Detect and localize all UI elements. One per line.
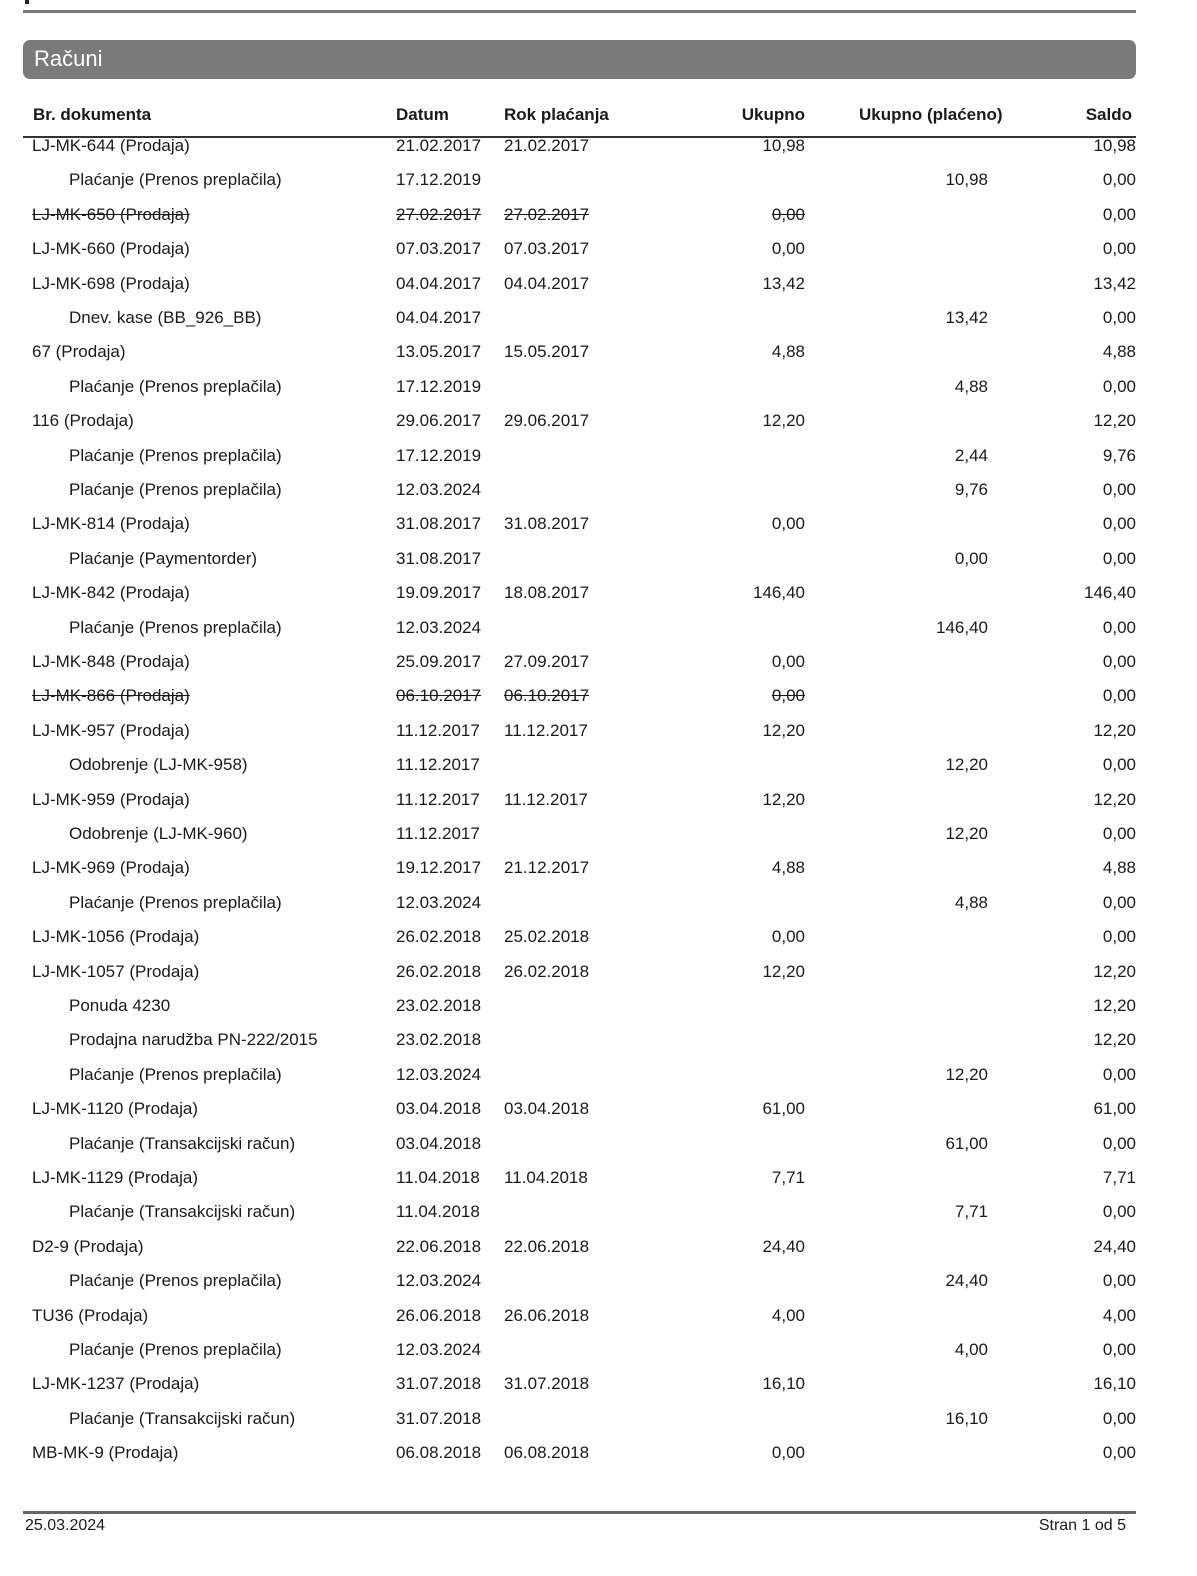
cell-date: 11.12.2017 [396,755,480,774]
cell-date: 31.08.2017 [396,549,482,568]
cell-document: 116 (Prodaja) [32,411,134,430]
footer-rule [23,1511,1136,1514]
cell-date: 25.09.2017 [396,652,482,671]
cell-document: Plaćanje (Transakcijski račun) [69,1409,296,1428]
cell-date: 03.04.2018 [396,1134,482,1153]
cell-total: 0,00 [771,686,805,705]
cell-document: D2-9 (Prodaja) [32,1237,144,1256]
cell-due-date: 11.12.2017 [504,721,588,740]
cell-date: 19.09.2017 [396,583,482,602]
cell-total: 0,00 [771,652,805,671]
cell-date: 12.03.2024 [396,1340,482,1359]
cell-total: 24,40 [762,1237,805,1256]
cell-paid: 0,00 [954,549,988,568]
cell-document: LJ-MK-957 (Prodaja) [32,721,190,740]
cell-due-date: 27.09.2017 [504,652,590,671]
cell-balance: 0,00 [1102,824,1136,843]
cell-document: Plaćanje (Prenos preplačila) [69,618,282,637]
cell-balance: 0,00 [1102,893,1136,912]
cell-date: 17.12.2019 [396,377,482,396]
cell-due-date: 29.06.2017 [504,411,590,430]
cell-due-date: 06.10.2017 [504,686,590,705]
cell-total: 16,10 [762,1374,805,1393]
cell-due-date: 15.05.2017 [504,342,590,361]
cell-balance: 0,00 [1102,927,1136,946]
cell-document: Plaćanje (Prenos preplačila) [69,480,282,499]
cell-date: 11.12.2017 [396,790,480,809]
cell-document: Dnev. kase (BB_926_BB) [69,308,262,327]
cell-balance: 4,88 [1102,342,1136,361]
cell-total: 13,42 [762,274,805,293]
cell-document: LJ-MK-959 (Prodaja) [32,790,190,809]
cell-document: TU36 (Prodaja) [32,1306,149,1325]
cell-document: LJ-MK-660 (Prodaja) [32,239,190,258]
cell-balance: 0,00 [1102,1134,1136,1153]
cell-balance: 0,00 [1102,755,1136,774]
column-header-document: Br. dokumenta [33,105,152,124]
cell-document: Plaćanje (Prenos preplačila) [69,377,282,396]
cell-balance: 0,00 [1102,1443,1136,1462]
cell-balance: 0,00 [1102,1409,1136,1428]
cell-balance: 4,00 [1102,1306,1136,1325]
cell-date: 04.04.2017 [396,274,482,293]
cell-total: 12,20 [762,962,805,981]
column-header-date: Datum [396,105,449,124]
cell-total: 0,00 [771,205,805,224]
cell-total: 0,00 [771,927,805,946]
cell-balance: 4,88 [1102,858,1136,877]
cell-date: 06.08.2018 [396,1443,482,1462]
cell-date: 22.06.2018 [396,1237,482,1256]
cell-document: LJ-MK-1056 (Prodaja) [32,927,200,946]
cell-balance: 0,00 [1102,549,1136,568]
cell-balance: 0,00 [1102,480,1136,499]
cell-balance: 0,00 [1102,170,1136,189]
cell-document: LJ-MK-698 (Prodaja) [32,274,190,293]
section-title-bar [23,40,1136,79]
cell-paid: 7,71 [954,1202,988,1221]
cell-paid: 12,20 [945,755,988,774]
cell-balance: 0,00 [1102,205,1136,224]
cell-date: 06.10.2017 [396,686,482,705]
cell-total: 12,20 [762,411,805,430]
cell-paid: 24,40 [945,1271,988,1290]
cell-document: MB-MK-9 (Prodaja) [32,1443,179,1462]
cell-balance: 0,00 [1102,1271,1136,1290]
cell-document: LJ-MK-1129 (Prodaja) [32,1168,198,1187]
cell-date: 31.08.2017 [396,514,482,533]
cell-balance: 0,00 [1102,686,1136,705]
cell-balance: 12,20 [1093,962,1136,981]
cell-due-date: 21.12.2017 [504,858,590,877]
cell-document: 67 (Prodaja) [32,342,126,361]
cell-date: 31.07.2018 [396,1374,482,1393]
cell-balance: 7,71 [1102,1168,1136,1187]
cell-paid: 2,44 [954,446,988,465]
cell-balance: 12,20 [1093,411,1136,430]
cell-document: LJ-MK-644 (Prodaja) [32,136,190,155]
cell-paid: 16,10 [945,1409,988,1428]
top-rule [23,10,1136,13]
cell-date: 12.03.2024 [396,1065,482,1084]
cell-date: 26.02.2018 [396,962,482,981]
cell-document: LJ-MK-842 (Prodaja) [32,583,190,602]
cell-date: 21.02.2017 [396,136,482,155]
cell-date: 12.03.2024 [396,618,482,637]
footer-date: 25.03.2024 [25,1517,106,1534]
page-top-mark [25,0,29,4]
cell-date: 17.12.2019 [396,170,482,189]
cell-date: 03.04.2018 [396,1099,482,1118]
cell-balance: 61,00 [1093,1099,1136,1118]
cell-due-date: 11.04.2018 [504,1168,588,1187]
cell-balance: 16,10 [1093,1374,1136,1393]
column-header-due-date: Rok plaćanja [504,105,609,124]
cell-due-date: 31.07.2018 [504,1374,590,1393]
cell-balance: 12,20 [1093,996,1136,1015]
cell-due-date: 18.08.2017 [504,583,590,602]
cell-document: Plaćanje (Transakcijski račun) [69,1134,296,1153]
cell-balance: 0,00 [1102,239,1136,258]
cell-balance: 13,42 [1093,274,1136,293]
cell-date: 07.03.2017 [396,239,482,258]
cell-balance: 24,40 [1093,1237,1136,1256]
cell-balance: 0,00 [1102,1340,1136,1359]
cell-document: LJ-MK-866 (Prodaja) [32,686,190,705]
cell-due-date: 22.06.2018 [504,1237,590,1256]
cell-balance: 12,20 [1093,790,1136,809]
cell-date: 23.02.2018 [396,996,482,1015]
cell-document: Ponuda 4230 [69,996,171,1015]
cell-balance: 0,00 [1102,618,1136,637]
cell-date: 17.12.2019 [396,446,482,465]
cell-date: 27.02.2017 [396,205,482,224]
cell-date: 04.04.2017 [396,308,482,327]
cell-document: Prodajna narudžba PN-222/2015 [69,1030,318,1049]
cell-balance: 9,76 [1102,446,1136,465]
cell-document: LJ-MK-814 (Prodaja) [32,514,190,533]
cell-balance: 146,40 [1084,583,1136,602]
cell-total: 4,88 [771,342,805,361]
cell-paid: 4,00 [954,1340,988,1359]
cell-document: Odobrenje (LJ-MK-960) [69,824,248,843]
cell-paid: 4,88 [954,377,988,396]
cell-due-date: 25.02.2018 [504,927,590,946]
cell-date: 23.02.2018 [396,1030,482,1049]
cell-total: 4,00 [771,1306,805,1325]
cell-balance: 0,00 [1102,308,1136,327]
cell-date: 11.12.2017 [396,824,480,843]
cell-paid: 9,76 [954,480,988,499]
cell-document: LJ-MK-1057 (Prodaja) [32,962,200,981]
cell-document: Plaćanje (Prenos preplačila) [69,170,282,189]
cell-document: Plaćanje (Transakcijski račun) [69,1202,296,1221]
cell-total: 61,00 [762,1099,805,1118]
cell-document: Plaćanje (Prenos preplačila) [69,1065,282,1084]
cell-paid: 61,00 [945,1134,988,1153]
cell-date: 31.07.2018 [396,1409,482,1428]
section-title: Računi [34,46,103,71]
cell-due-date: 27.02.2017 [504,205,590,224]
cell-due-date: 04.04.2017 [504,274,590,293]
cell-paid: 12,20 [945,1065,988,1084]
cell-date: 12.03.2024 [396,1271,482,1290]
cell-document: Plaćanje (Prenos preplačila) [69,1271,282,1290]
cell-date: 13.05.2017 [396,342,482,361]
cell-document: LJ-MK-1120 (Prodaja) [32,1099,198,1118]
cell-document: LJ-MK-650 (Prodaja) [32,205,190,224]
footer-page-number: Stran 1 od 5 [1038,1517,1126,1534]
cell-date: 26.02.2018 [396,927,482,946]
cell-document: Plaćanje (Prenos preplačila) [69,1340,282,1359]
cell-total: 146,40 [753,583,805,602]
cell-date: 19.12.2017 [396,858,482,877]
cell-date: 29.06.2017 [396,411,482,430]
cell-total: 0,00 [771,239,805,258]
cell-total: 12,20 [762,790,805,809]
cell-document: LJ-MK-848 (Prodaja) [32,652,190,671]
column-header-total: Ukupno [741,105,805,124]
column-header-balance: Saldo [1085,105,1132,124]
cell-date: 12.03.2024 [396,893,482,912]
cell-paid: 12,20 [945,824,988,843]
cell-balance: 0,00 [1102,1065,1136,1084]
cell-date: 12.03.2024 [396,480,482,499]
cell-document: Odobrenje (LJ-MK-958) [69,755,248,774]
cell-due-date: 11.12.2017 [504,790,588,809]
cell-total: 10,98 [762,136,805,155]
cell-total: 0,00 [771,514,805,533]
cell-date: 11.04.2018 [396,1168,480,1187]
cell-date: 26.06.2018 [396,1306,482,1325]
cell-paid: 146,40 [936,618,988,637]
cell-paid: 4,88 [954,893,988,912]
cell-total: 12,20 [762,721,805,740]
cell-paid: 13,42 [945,308,988,327]
cell-balance: 0,00 [1102,1202,1136,1221]
cell-balance: 0,00 [1102,514,1136,533]
cell-due-date: 31.08.2017 [504,514,590,533]
cell-total: 4,88 [771,858,805,877]
cell-due-date: 07.03.2017 [504,239,590,258]
cell-document: Plaćanje (Prenos preplačila) [69,893,282,912]
cell-balance: 0,00 [1102,652,1136,671]
cell-balance: 0,00 [1102,377,1136,396]
cell-due-date: 26.02.2018 [504,962,590,981]
cell-date: 11.12.2017 [396,721,480,740]
cell-date: 11.04.2018 [396,1202,480,1221]
cell-paid: 10,98 [945,170,988,189]
cell-total: 7,71 [771,1168,805,1187]
cell-total: 0,00 [771,1443,805,1462]
cell-due-date: 21.02.2017 [504,136,590,155]
cell-due-date: 03.04.2018 [504,1099,590,1118]
cell-document: LJ-MK-1237 (Prodaja) [32,1374,200,1393]
cell-balance: 12,20 [1093,721,1136,740]
cell-due-date: 06.08.2018 [504,1443,590,1462]
cell-due-date: 26.06.2018 [504,1306,590,1325]
cell-document: LJ-MK-969 (Prodaja) [32,858,190,877]
column-header-paid: Ukupno (plaćeno) [859,105,1003,124]
cell-document: Plaćanje (Prenos preplačila) [69,446,282,465]
cell-balance: 12,20 [1093,1030,1136,1049]
cell-document: Plaćanje (Paymentorder) [69,549,258,568]
cell-balance: 10,98 [1093,136,1136,155]
